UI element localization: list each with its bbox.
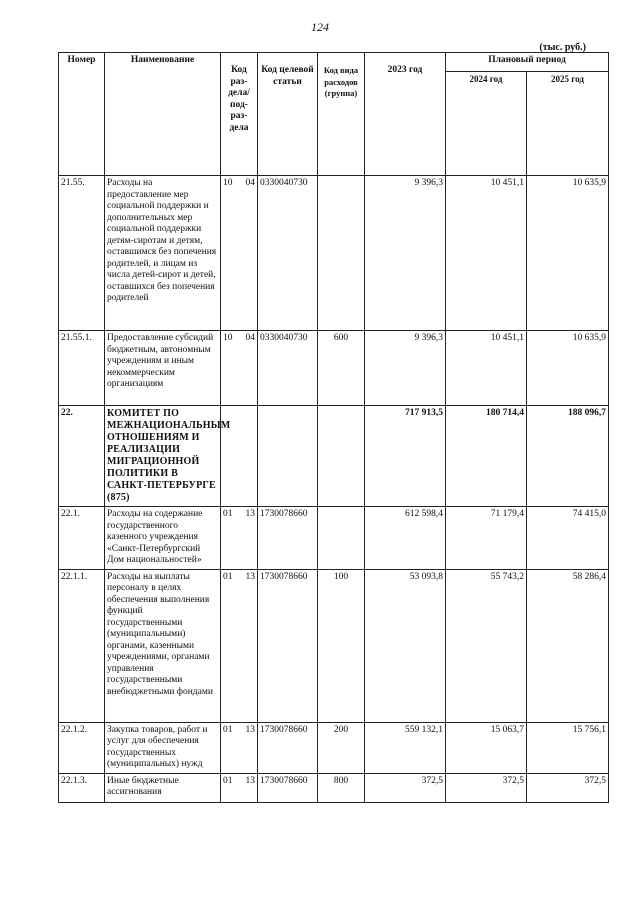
page-number: 124 — [311, 20, 329, 34]
row-target-code — [258, 406, 318, 507]
header-2024: 2024 год — [446, 72, 527, 176]
row-name: Предоставление субсидий бюджетным, автономным учреждениям и иным некоммерческим организациям — [105, 331, 221, 406]
row-section-code — [221, 773, 258, 802]
row-target-code: 1730078660 — [258, 722, 318, 773]
header-number: Номер — [59, 53, 105, 176]
row-section: 01 — [223, 775, 233, 786]
header-plan-period: Плановый период — [446, 53, 609, 72]
row-subsection: 13 — [245, 509, 255, 519]
row-value-2023: 612 598,4 — [365, 507, 446, 570]
row-value-2025: 10 635,9 — [527, 331, 609, 406]
row-subsection: 13 — [245, 775, 255, 786]
row-target-code: 1730078660 — [258, 773, 318, 802]
row-number: 22.1.3. — [59, 773, 105, 802]
row-section-code — [221, 722, 258, 773]
table-row — [59, 773, 609, 802]
row-target-code: 0330040730 — [258, 331, 318, 406]
row-value-2024: 10 451,1 — [446, 331, 527, 406]
header-2023: 2023 год — [365, 53, 446, 176]
row-expense-code: 800 — [318, 773, 365, 802]
table-row — [59, 331, 609, 406]
row-section: 01 — [223, 571, 233, 582]
row-target-code: 1730078660 — [258, 569, 318, 722]
row-subsection: 04 — [245, 178, 255, 188]
table-row — [59, 569, 609, 722]
row-value-2024: 10 451,1 — [446, 176, 527, 331]
row-value-2023: 9 396,3 — [365, 176, 446, 331]
row-expense-code: 600 — [318, 331, 365, 406]
row-number: 22.1. — [59, 507, 105, 570]
row-section-code — [221, 176, 258, 331]
table-row — [59, 406, 609, 507]
row-name: Расходы на предоставление мер социальной поддержки и дополнительных мер социальной поддержки детям-сиротам и детям, оставшимся без попечения родителей, и лицам из числа детей-сирот и детей, оставшихся без попечения родителей — [105, 176, 221, 331]
row-expense-code: 200 — [318, 722, 365, 773]
header-2025: 2025 год — [527, 72, 609, 176]
row-subsection: 04 — [245, 333, 255, 343]
table-row — [59, 507, 609, 570]
header-row — [59, 53, 609, 72]
row-number: 21.55. — [59, 176, 105, 331]
row-section: 01 — [223, 724, 233, 735]
row-value-2024: 71 179,4 — [446, 507, 527, 570]
row-expense-code: 100 — [318, 569, 365, 722]
row-value-2024: 180 714,4 — [446, 406, 527, 507]
row-value-2025: 74 415,0 — [527, 507, 609, 570]
header-section-code: Код раз- дела/ под- раз- дела — [221, 53, 258, 176]
table-row — [59, 722, 609, 773]
row-name: Иные бюджетные ассигнования — [105, 773, 221, 802]
header-expense-code: Код вида расходов (группа) — [318, 53, 365, 176]
row-subsection: 13 — [245, 724, 255, 735]
header-target-code: Код целевой статьи — [258, 53, 318, 176]
row-section-code — [221, 569, 258, 722]
row-value-2025: 188 096,7 — [527, 406, 609, 507]
row-section: 10 — [223, 333, 233, 343]
row-expense-code — [318, 406, 365, 507]
row-number: 21.55.1. — [59, 331, 105, 406]
row-section: 10 — [223, 178, 233, 188]
row-name: КОМИТЕТ ПО МЕЖНАЦИОНАЛЬНЫМ ОТНОШЕНИЯМ И РЕАЛИЗАЦИИ МИГРАЦИОННОЙ ПОЛИТИКИ В САНКТ-ПЕТЕРБУРГЕ (875) — [105, 406, 221, 507]
row-value-2024: 15 063,7 — [446, 722, 527, 773]
row-expense-code — [318, 507, 365, 570]
row-name: Расходы на содержание государственного казенного учреждения «Санкт-Петербургский Дом национальностей» — [105, 507, 221, 570]
table-row — [59, 176, 609, 331]
row-section-code — [221, 507, 258, 570]
budget-table — [58, 52, 609, 803]
row-value-2023: 717 913,5 — [365, 406, 446, 507]
row-target-code: 0330040730 — [258, 176, 318, 331]
row-number: 22. — [59, 406, 105, 507]
row-subsection: 13 — [245, 571, 255, 582]
row-number: 22.1.1. — [59, 569, 105, 722]
row-section: 01 — [223, 509, 233, 519]
row-value-2023: 372,5 — [365, 773, 446, 802]
row-name: Закупка товаров, работ и услуг для обеспечения государственных (муниципальных) нужд — [105, 722, 221, 773]
row-value-2024: 372,5 — [446, 773, 527, 802]
row-value-2025: 15 756,1 — [527, 722, 609, 773]
row-value-2023: 559 132,1 — [365, 722, 446, 773]
row-section-code — [221, 331, 258, 406]
row-target-code: 1730078660 — [258, 507, 318, 570]
row-value-2023: 9 396,3 — [365, 331, 446, 406]
row-number: 22.1.2. — [59, 722, 105, 773]
units-label: (тыс. руб.) — [539, 42, 586, 53]
row-value-2025: 372,5 — [527, 773, 609, 802]
row-value-2025: 58 286,4 — [527, 569, 609, 722]
row-value-2025: 10 635,9 — [527, 176, 609, 331]
row-expense-code — [318, 176, 365, 331]
row-name: Расходы на выплаты персоналу в целях обеспечения выполнения функций государственными (муниципальными) органами, казенными учреждениями, органами управления государственными внебюджетными фондами — [105, 569, 221, 722]
row-value-2024: 55 743,2 — [446, 569, 527, 722]
row-value-2023: 53 093,8 — [365, 569, 446, 722]
header-name: Наименование — [105, 53, 221, 176]
